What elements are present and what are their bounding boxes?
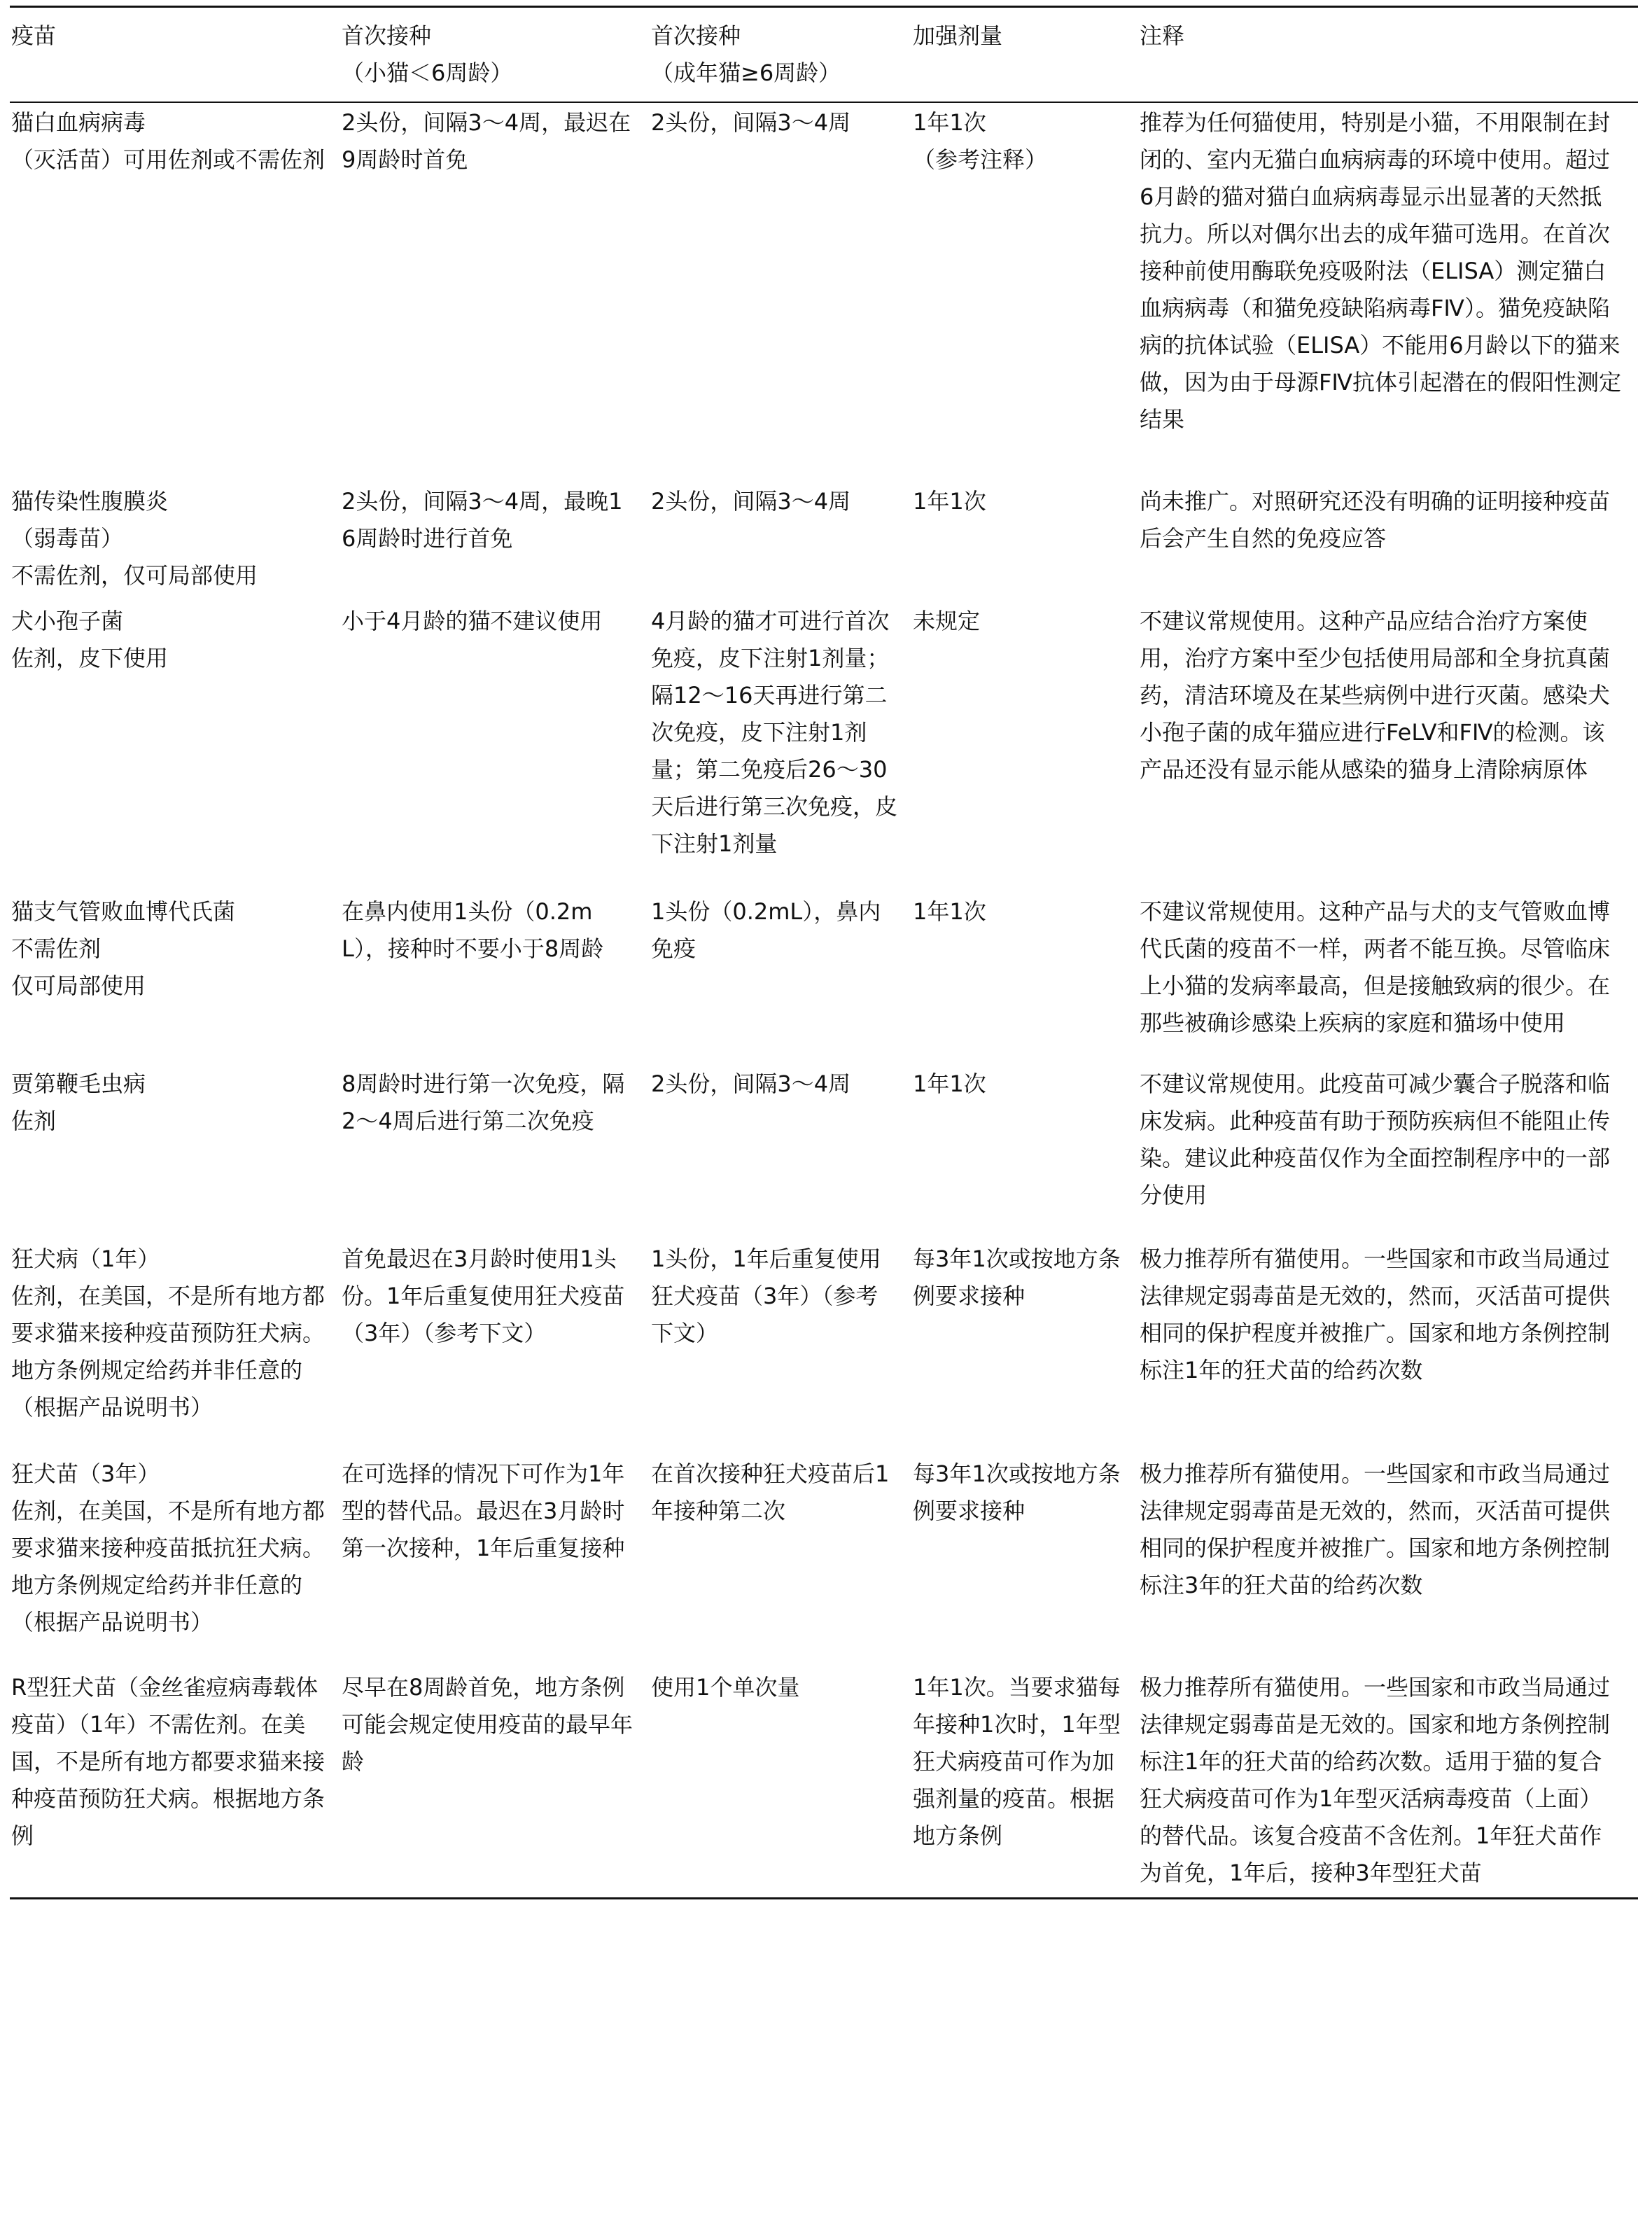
cell-text: 1年1次。当要求猫每年接种1次时，1年型狂犬病疫苗可作为加强剂量的疫苗。根据地方条例 bbox=[913, 1674, 1121, 1849]
vaccine-cell bbox=[10, 599, 340, 877]
header-kitten-initial bbox=[340, 7, 650, 103]
adult-initial-cell bbox=[650, 102, 911, 462]
booster-cell bbox=[911, 1659, 1138, 1899]
header-row bbox=[10, 7, 1638, 103]
adult-initial-cell bbox=[650, 462, 911, 599]
cell-text: 2头份，间隔3～4周 bbox=[651, 1070, 851, 1097]
booster-cell bbox=[911, 599, 1138, 877]
cell-text: 每3年1次或按地方条例要求接种 bbox=[913, 1460, 1121, 1524]
booster-cell bbox=[911, 102, 1138, 462]
cell-text: 1年1次 （参考注释） bbox=[913, 109, 1048, 173]
cell-text: 在可选择的情况下可作为1年型的替代品。最迟在3月龄时第一次接种，1年后重复接种 bbox=[342, 1460, 625, 1561]
header-notes bbox=[1138, 7, 1638, 103]
vaccine-cell bbox=[10, 462, 340, 599]
cell-text: 不建议常规使用。这种产品与犬的支气管败血博代氏菌的疫苗不一样，两者不能互换。尽管临床上小猫的发病率最高，但是接触致病的很少。在那些被确诊感染上疾病的家庭和猫场中使用 bbox=[1140, 898, 1611, 1036]
kitten-initial-cell bbox=[340, 1444, 650, 1659]
header-text: 首次接种 bbox=[651, 22, 741, 49]
adult-initial-cell bbox=[650, 599, 911, 877]
header-adult-initial bbox=[650, 7, 911, 103]
header-text: 首次接种 bbox=[342, 22, 432, 49]
kitten-initial-cell bbox=[340, 599, 650, 877]
vaccine-cell bbox=[10, 102, 340, 462]
cell-text: 在鼻内使用1头份（0.2mL），接种时不要小于8周龄 bbox=[342, 898, 604, 962]
booster-cell bbox=[911, 1056, 1138, 1229]
cell-text: 推荐为任何猫使用，特别是小猫，不用限制在封闭的、室内无猫白血病病毒的环境中使用。超过6月龄的猫对猫白血病病毒显示出显著的天然抵抗力。所以对偶尔出去的成年猫可选用。在首次接种前使用酶联免疫吸附法（ELISA）测定猫白血病病毒（和猫免疫缺陷病毒FⅣ）。猫免疫缺陷病的抗体试验（ELISA）不能用6月龄以下的猫来做，因为由于母源FⅣ抗体引起潜在的假阳性测定结果 bbox=[1140, 109, 1621, 433]
table-row bbox=[10, 1659, 1638, 1899]
kitten-initial-cell bbox=[340, 1659, 650, 1899]
cell-text: 1头份，1年后重复使用狂犬疫苗（3年）（参考下文） bbox=[651, 1246, 881, 1346]
notes-cell bbox=[1138, 877, 1638, 1056]
cell-text: 尽早在8周龄首免，地方条例可能会规定使用疫苗的最早年龄 bbox=[342, 1674, 634, 1775]
kitten-initial-cell bbox=[340, 462, 650, 599]
cell-text: 在首次接种狂犬疫苗后1年接种第二次 bbox=[651, 1460, 890, 1524]
table-row bbox=[10, 877, 1638, 1056]
table-row bbox=[10, 102, 1638, 462]
cell-text: 尚未推广。对照研究还没有明确的证明接种疫苗后会产生自然的免疫应答 bbox=[1140, 488, 1611, 552]
adult-initial-cell bbox=[650, 1229, 911, 1444]
booster-cell bbox=[911, 1444, 1138, 1659]
table-row bbox=[10, 599, 1638, 877]
table-row bbox=[10, 1056, 1638, 1229]
adult-initial-cell bbox=[650, 877, 911, 1056]
cell-text: 1年1次 bbox=[913, 1070, 986, 1097]
cell-text: 猫白血病病毒 （灭活苗）可用佐剂或不需佐剂 bbox=[11, 109, 326, 173]
cell-text: 狂犬苗（3年） 佐剂，在美国，不是所有地方都要求猫来接种疫苗抵抗狂犬病。地方条例规定给药并非任意的（根据产品说明书） bbox=[11, 1460, 326, 1635]
booster-cell bbox=[911, 462, 1138, 599]
cell-text: 小于4月龄的猫不建议使用 bbox=[342, 608, 603, 634]
cell-text: 猫支气管败血博代氏菌 不需佐剂 仅可局部使用 bbox=[11, 898, 236, 999]
kitten-initial-cell bbox=[340, 877, 650, 1056]
cell-text: 首免最迟在3月龄时使用1头份。1年后重复使用狂犬疫苗（3年）（参考下文） bbox=[342, 1246, 625, 1346]
cell-text: 不建议常规使用。这种产品应结合治疗方案使用，治疗方案中至少包括使用局部和全身抗真菌药，清洁环境及在某些病例中进行灭菌。感染犬小孢子菌的成年猫应进行FeLV和FⅣ的检测。该产品还没有显示能从感染的猫身上清除病原体 bbox=[1140, 608, 1611, 783]
notes-cell bbox=[1138, 1659, 1638, 1899]
booster-cell bbox=[911, 877, 1138, 1056]
cell-text: 极力推荐所有猫使用。一些国家和市政当局通过法律规定弱毒苗是无效的，然而，灭活苗可提供相同的保护程度并被推广。国家和地方条例控制标注1年的狂犬苗的给药次数 bbox=[1140, 1246, 1611, 1383]
header-text: 加强剂量 bbox=[913, 22, 1003, 49]
cell-text: 1头份（0.2mL），鼻内免疫 bbox=[651, 898, 881, 962]
cell-text: R型狂犬苗（金丝雀痘病毒载体疫苗）（1年）不需佐剂。在美国，不是所有地方都要求猫来接种疫苗预防狂犬病。根据地方条例 bbox=[11, 1674, 326, 1849]
header-vaccine bbox=[10, 7, 340, 103]
cell-text: 2头份，间隔3～4周 bbox=[651, 109, 851, 136]
header-booster bbox=[911, 7, 1138, 103]
notes-cell bbox=[1138, 1444, 1638, 1659]
vaccine-cell bbox=[10, 1444, 340, 1659]
adult-initial-cell bbox=[650, 1659, 911, 1899]
cell-text: 每3年1次或按地方条例要求接种 bbox=[913, 1246, 1121, 1309]
cell-text: 8周龄时进行第一次免疫，隔2～4周后进行第二次免疫 bbox=[342, 1070, 625, 1134]
header-text: （小猫＜6周龄） bbox=[342, 60, 513, 86]
cell-text: 狂犬病（1年） 佐剂，在美国，不是所有地方都要求猫来接种疫苗预防狂犬病。地方条例规定给药并非任意的（根据产品说明书） bbox=[11, 1246, 326, 1421]
cell-text: 贾第鞭毛虫病 佐剂 bbox=[11, 1070, 146, 1134]
table-body bbox=[10, 102, 1638, 1899]
cell-text: 极力推荐所有猫使用。一些国家和市政当局通过法律规定弱毒苗是无效的，然而，灭活苗可提供相同的保护程度并被推广。国家和地方条例控制标注3年的狂犬苗的给药次数 bbox=[1140, 1460, 1611, 1598]
table-row bbox=[10, 462, 1638, 599]
cell-text: 使用1个单次量 bbox=[651, 1674, 800, 1701]
cell-text: 未规定 bbox=[913, 608, 981, 634]
adult-initial-cell bbox=[650, 1444, 911, 1659]
cell-text: 猫传染性腹膜炎 （弱毒苗） 不需佐剂，仅可局部使用 bbox=[11, 488, 258, 589]
table-header bbox=[10, 7, 1638, 103]
notes-cell bbox=[1138, 462, 1638, 599]
document-page bbox=[10, 6, 1638, 1899]
cell-text: 极力推荐所有猫使用。一些国家和市政当局通过法律规定弱毒苗是无效的。国家和地方条例控制标注1年的狂犬苗的给药次数。适用于猫的复合狂犬病疫苗可作为1年型灭活病毒疫苗（上面）的替代品。该复合疫苗不含佐剂。1年狂犬苗作为首免，1年后，接种3年型狂犬苗 bbox=[1140, 1674, 1611, 1886]
notes-cell bbox=[1138, 1056, 1638, 1229]
cell-text: 2头份，间隔3～4周，最迟在9周龄时首免 bbox=[342, 109, 631, 173]
vaccine-table bbox=[10, 6, 1638, 1899]
vaccine-cell bbox=[10, 1229, 340, 1444]
cell-text: 4月龄的猫才可进行首次免疫，皮下注射1剂量；隔12～16天再进行第二次免疫，皮下注射1剂量；第二免疫后26～30天后进行第三次免疫，皮下注射1剂量 bbox=[651, 608, 898, 857]
vaccine-cell bbox=[10, 1659, 340, 1899]
notes-cell bbox=[1138, 599, 1638, 877]
header-text: （成年猫≥6周龄） bbox=[651, 60, 841, 86]
cell-text: 1年1次 bbox=[913, 898, 986, 925]
table-row bbox=[10, 1444, 1638, 1659]
kitten-initial-cell bbox=[340, 1056, 650, 1229]
notes-cell bbox=[1138, 102, 1638, 462]
kitten-initial-cell bbox=[340, 1229, 650, 1444]
notes-cell bbox=[1138, 1229, 1638, 1444]
table-row bbox=[10, 1229, 1638, 1444]
cell-text: 2头份，间隔3～4周 bbox=[651, 488, 851, 515]
adult-initial-cell bbox=[650, 1056, 911, 1229]
header-text: 疫苗 bbox=[11, 22, 57, 49]
cell-text: 1年1次 bbox=[913, 488, 986, 515]
booster-cell bbox=[911, 1229, 1138, 1444]
vaccine-cell bbox=[10, 877, 340, 1056]
cell-text: 犬小孢子菌 佐剂，皮下使用 bbox=[11, 608, 169, 671]
cell-text: 不建议常规使用。此疫苗可减少囊合子脱落和临床发病。此种疫苗有助于预防疾病但不能阻止传染。建议此种疫苗仅作为全面控制程序中的一部分使用 bbox=[1140, 1070, 1611, 1208]
cell-text: 2头份，间隔3～4周，最晚16周龄时进行首免 bbox=[342, 488, 623, 552]
vaccine-cell bbox=[10, 1056, 340, 1229]
header-text: 注释 bbox=[1140, 22, 1185, 49]
kitten-initial-cell bbox=[340, 102, 650, 462]
